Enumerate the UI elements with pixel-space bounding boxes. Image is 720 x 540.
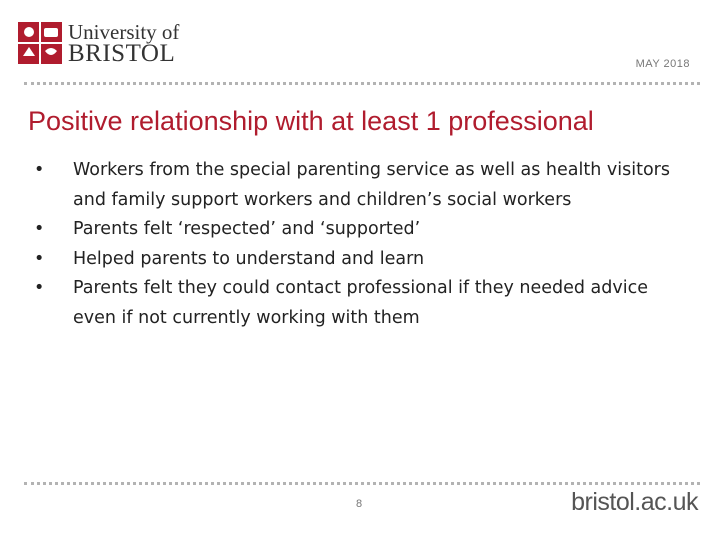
bullet-text: Helped parents to understand and learn <box>73 248 425 269</box>
bullet-list <box>30 156 680 333</box>
header-divider <box>24 82 700 85</box>
logo-text-university-of: University of <box>68 20 180 44</box>
bullet-item <box>30 215 680 245</box>
bullet-item <box>30 245 680 275</box>
bullet-text: Parents felt ‘respected’ and ‘supported’ <box>73 219 421 239</box>
footer-url: bristol.ac.uk <box>571 488 698 516</box>
bullet-marker: • <box>34 219 45 239</box>
bullet-item <box>30 156 680 215</box>
bullet-marker: • <box>34 248 45 269</box>
crest-icon <box>18 22 62 64</box>
bullet-marker: • <box>34 278 45 298</box>
bullet-text: Workers from the special parenting service as well as health visitors and family support workers and children’s social workers <box>73 160 670 210</box>
bullet-item <box>30 274 680 333</box>
bullet-marker: • <box>34 160 45 180</box>
footer-divider <box>24 482 700 485</box>
university-logo <box>18 20 178 68</box>
page-number: 8 <box>356 498 363 510</box>
slide-title: Positive relationship with at least 1 professional <box>28 106 594 136</box>
logo-text-bristol: BRISTOL <box>68 40 176 67</box>
bullet-text: Parents felt they could contact professional if they needed advice even if not currently working with them <box>73 278 648 328</box>
slide-date: MAY 2018 <box>635 58 690 70</box>
